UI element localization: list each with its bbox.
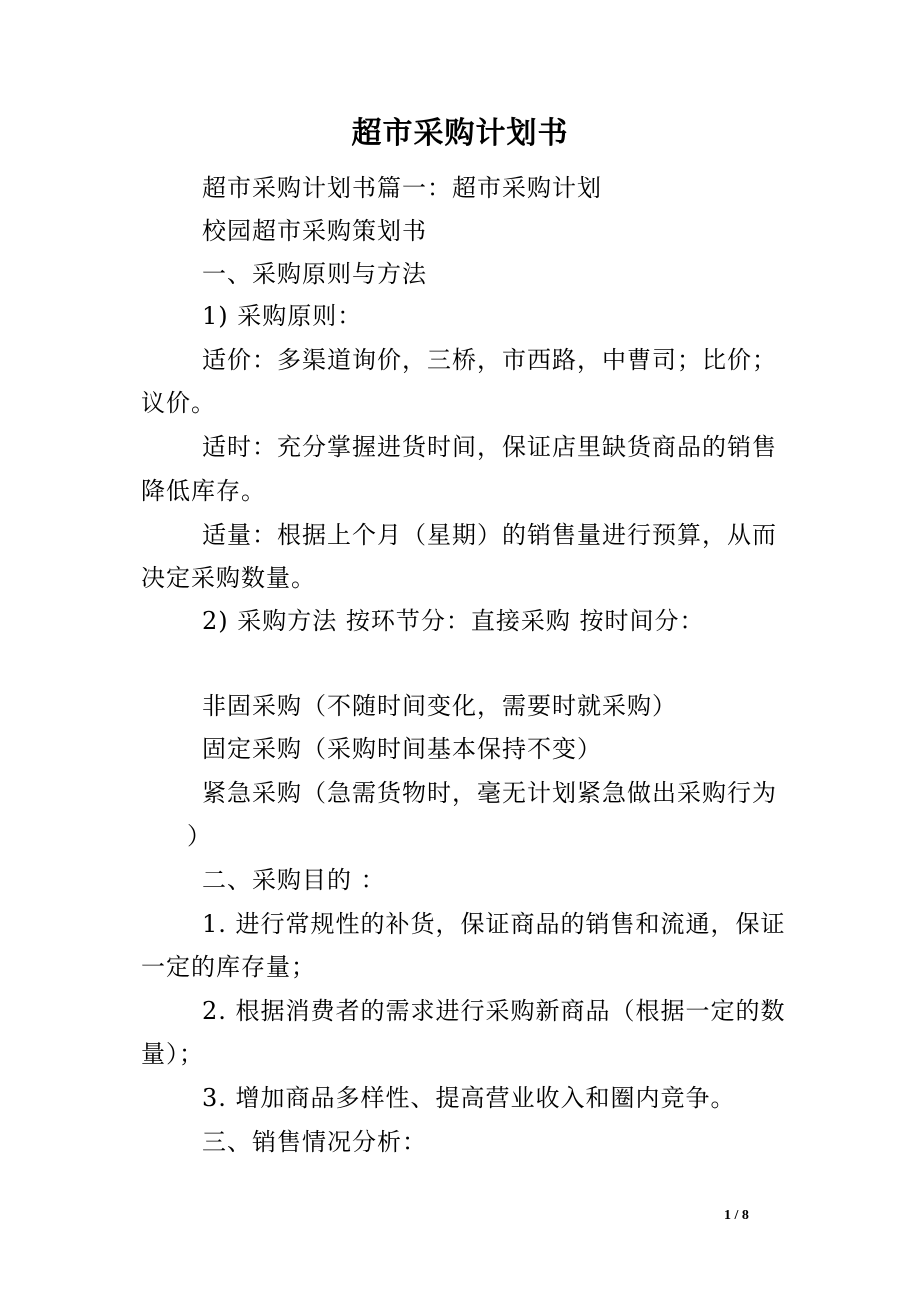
text-line: 1) 采购原则： — [202, 302, 363, 330]
text-line: 固定采购（采购时间基本保持不变） — [202, 735, 602, 763]
document-title: 超市采购计划书 — [351, 116, 569, 151]
section-heading: 一、采购原则与方法 — [202, 260, 427, 288]
text-line: 议价。 — [141, 389, 216, 417]
text-line: 适量：根据上个月（星期）的销售量进行预算，从而 — [202, 521, 777, 549]
text-line: 3. 增加商品多样性、提高营业收入和圈内竞争。 — [202, 1084, 736, 1112]
text-line: 2) 采购方法 按环节分：直接采购 按时间分： — [202, 607, 705, 635]
text-line: 2. 根据消费者的需求进行采购新商品（根据一定的数 — [202, 997, 786, 1025]
text-line: 紧急采购（急需货物时，毫无计划紧急做出采购行为 — [202, 779, 777, 807]
text-line: ） — [187, 822, 212, 850]
text-line: 适价：多渠道询价，三桥，市西路，中曹司；比价； — [202, 346, 777, 374]
text-line: 决定采购数量。 — [141, 564, 316, 592]
text-line: 非固采购（不随时间变化，需要时就采购） — [202, 692, 677, 720]
text-line: 一定的库存量； — [141, 953, 316, 981]
text-line: 量）； — [141, 1040, 204, 1068]
page-number: 1 / 8 — [724, 1208, 749, 1223]
text-line: 适时：充分掌握进货时间，保证店里缺货商品的销售 — [202, 433, 777, 461]
text-line: 校园超市采购策划书 — [202, 217, 427, 245]
text-line: 超市采购计划书篇一：超市采购计划 — [202, 174, 602, 202]
section-heading: 三、销售情况分析： — [202, 1128, 427, 1156]
text-line: 1. 进行常规性的补货，保证商品的销售和流通，保证 — [202, 910, 786, 938]
section-heading: 二、采购目的 ： — [202, 866, 386, 894]
text-line: 降低库存。 — [141, 477, 266, 505]
